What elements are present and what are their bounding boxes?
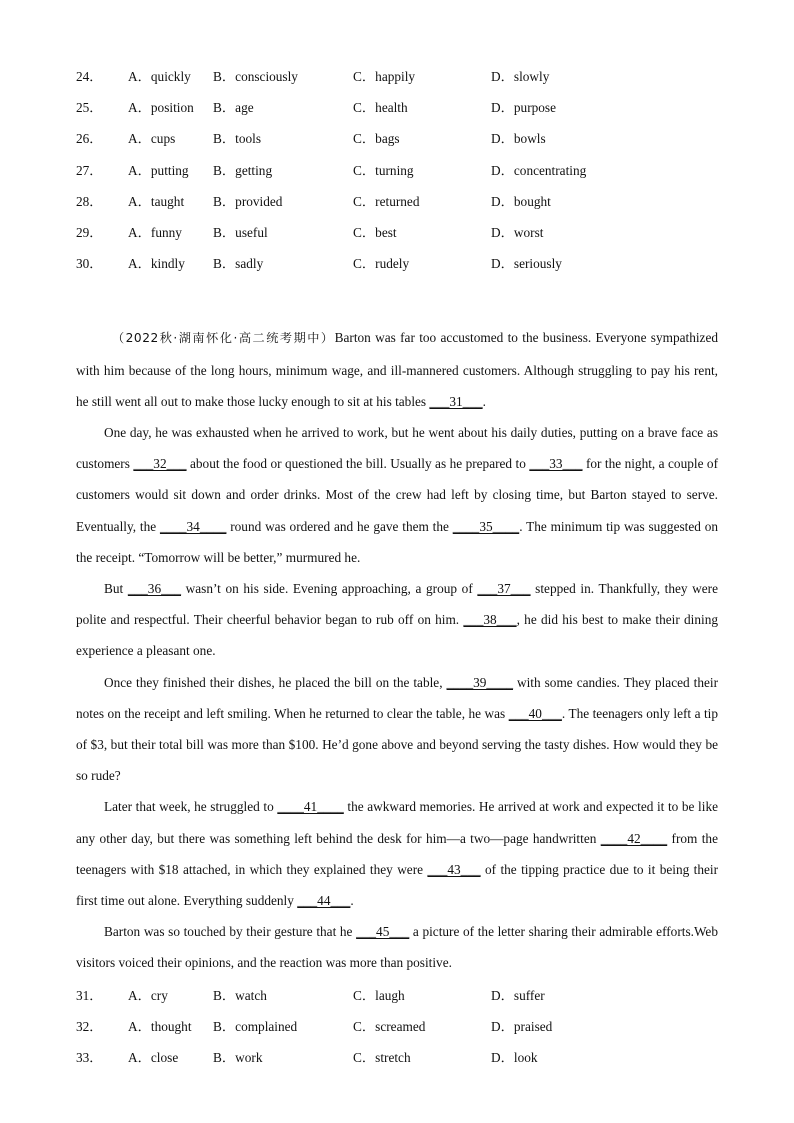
passage-text: from the teenagers with $18 attached, in which they explained they were <box>76 830 718 877</box>
question-number: 30． <box>76 256 103 272</box>
option-a: A．cry <box>128 987 168 1003</box>
option-d: D．suffer <box>491 987 545 1003</box>
option-b: B．sadly <box>213 256 264 272</box>
option-b: B．useful <box>213 225 268 241</box>
passage-text: . The teenagers only left a tip of $3, but their total bill was more than $100. He’d gone above and beyond serving the tasty dishes. How would they be so rude? <box>76 705 718 784</box>
option-c: C．stretch <box>353 1050 411 1066</box>
blank-39: ____39____ <box>446 674 514 690</box>
blank-35: ____35____ <box>452 518 520 534</box>
option-a: A．quickly <box>128 69 191 85</box>
option-c: C．turning <box>353 162 414 178</box>
option-d: D．look <box>491 1050 538 1066</box>
passage-text: . <box>482 393 486 409</box>
blank-34: ____34____ <box>159 518 227 534</box>
passage-text: for the night, a couple of customers would sit down and order drinks. Most of the crew had left by closing time, but Barton stayed to serve. Eventually, the <box>76 456 718 534</box>
passage-paragraph <box>76 667 718 792</box>
option-d: D．slowly <box>491 69 550 85</box>
passage-text: Barton was far too accustomed to the business. Everyone sympathized with him because of the long hours, minimum wage, and ill-mannered customers. Although struggling to pay his rent, he still went all out to make those lucky enough to sit at his tables <box>76 330 719 409</box>
option-c: C．bags <box>353 131 400 147</box>
passage-text: wasn’t on his side. Evening approaching, a group of <box>181 580 478 596</box>
option-b: B．getting <box>213 162 273 178</box>
option-b: B．consciously <box>213 69 298 85</box>
question-number: 31． <box>76 987 103 1003</box>
option-b: B．age <box>213 100 254 116</box>
option-c: C．happily <box>353 69 416 85</box>
passage-paragraph <box>76 791 718 916</box>
option-d: D．concentrating <box>491 162 587 178</box>
option-d: D．bought <box>491 193 551 209</box>
passage-paragraph <box>76 573 718 667</box>
passage-text: . The minimum tip was suggested on the receipt. “Tomorrow will be better,” murmured he. <box>76 518 718 565</box>
option-a: A．position <box>128 100 194 116</box>
worksheet-page <box>76 60 718 1072</box>
question-number: 27． <box>76 162 103 178</box>
passage-text: round was ordered and he gave them the <box>226 518 453 534</box>
question-number: 25． <box>76 100 103 116</box>
option-b: B．provided <box>213 193 283 209</box>
question-row <box>76 1010 718 1041</box>
passage-text: One day, he was exhausted when he arrived to work, but he went about his daily duties, putting on a brave face as customers <box>76 424 718 472</box>
option-c: C．returned <box>353 193 420 209</box>
blank-43: ___43___ <box>427 861 481 877</box>
cloze-passage <box>76 322 718 978</box>
passage-text: of the tipping practice due to it being their first time out alone. Everything suddenly <box>76 861 718 908</box>
question-number: 26． <box>76 131 103 147</box>
option-c: C．health <box>353 100 408 116</box>
passage-text: Later that week, he struggled to <box>104 799 278 815</box>
bottom-options-list <box>76 979 718 1073</box>
blank-31: ___31___ <box>429 393 483 409</box>
option-b: B．tools <box>213 131 262 147</box>
blank-33: ___33___ <box>529 456 583 472</box>
passage-text: Barton was so touched by their gesture that he <box>104 924 357 940</box>
question-row <box>76 60 718 91</box>
option-a: A．putting <box>128 162 189 178</box>
option-c: C．laugh <box>353 987 405 1003</box>
option-a: A．close <box>128 1050 179 1066</box>
passage-text: stepped in. Thankfully, they were polite and respectful. Their cheerful behavior began to rub off on him. <box>76 580 718 628</box>
question-number: 24． <box>76 69 103 85</box>
passage-text: a picture of the letter sharing their admirable efforts.Web visitors voiced their opinions, and the reaction was more than positive. <box>76 924 718 971</box>
passage-paragraph <box>76 916 718 978</box>
source-label: （2022秋·湖南怀化·高二统考期中） <box>112 331 335 346</box>
option-a: A．taught <box>128 193 185 209</box>
option-b: B．work <box>213 1050 263 1066</box>
passage-text: about the food or questioned the bill. Usually as he prepared to <box>186 456 530 472</box>
question-number: 32． <box>76 1018 103 1034</box>
question-row <box>76 247 718 278</box>
passage-text: with some candies. They placed their notes on the receipt and left smiling. When he returned to clear the table, he was <box>76 674 718 721</box>
option-b: B．watch <box>213 987 267 1003</box>
question-row <box>76 216 718 247</box>
blank-36: ___36___ <box>127 580 182 596</box>
blank-37: ___37___ <box>477 580 531 596</box>
question-row <box>76 1041 718 1072</box>
passage-text: . <box>350 892 354 908</box>
question-row <box>76 185 718 216</box>
question-row <box>76 154 718 185</box>
option-b: B．complained <box>213 1018 298 1034</box>
option-a: A．thought <box>128 1018 192 1034</box>
question-number: 28． <box>76 193 103 209</box>
top-options-list <box>76 60 718 278</box>
passage-paragraph <box>76 417 718 573</box>
passage-text: the awkward memories. He arrived at work and expected it to be like any other day, but there was something left behind the desk for him—a two—page handwritten <box>76 799 718 846</box>
question-row <box>76 91 718 122</box>
passage-text: But <box>104 580 128 596</box>
question-row <box>76 122 718 153</box>
blank-38: ___38___ <box>463 612 517 628</box>
option-a: A．kindly <box>128 256 185 272</box>
question-number: 29． <box>76 225 103 241</box>
option-c: C．rudely <box>353 256 410 272</box>
option-d: D．seriously <box>491 256 562 272</box>
blank-41: ____41____ <box>277 799 344 815</box>
blank-32: ___32___ <box>133 456 187 472</box>
blank-44: ___44___ <box>297 892 351 908</box>
option-d: D．purpose <box>491 100 556 116</box>
option-c: C．best <box>353 225 397 241</box>
option-a: A．funny <box>128 225 182 241</box>
passage-text: , he did his best to make their dining experience a pleasant one. <box>76 612 718 659</box>
option-d: D．worst <box>491 225 544 241</box>
question-number: 33． <box>76 1050 103 1066</box>
passage-paragraph <box>76 322 718 417</box>
option-c: C．screamed <box>353 1018 426 1034</box>
question-row <box>76 979 718 1010</box>
blank-42: ____42____ <box>600 830 668 846</box>
blank-40: ___40___ <box>508 705 562 721</box>
option-d: D．bowls <box>491 131 546 147</box>
blank-45: ___45___ <box>356 924 410 940</box>
option-a: A．cups <box>128 131 176 147</box>
option-d: D．praised <box>491 1018 553 1034</box>
passage-text: Once they finished their dishes, he placed the bill on the table, <box>104 674 447 690</box>
